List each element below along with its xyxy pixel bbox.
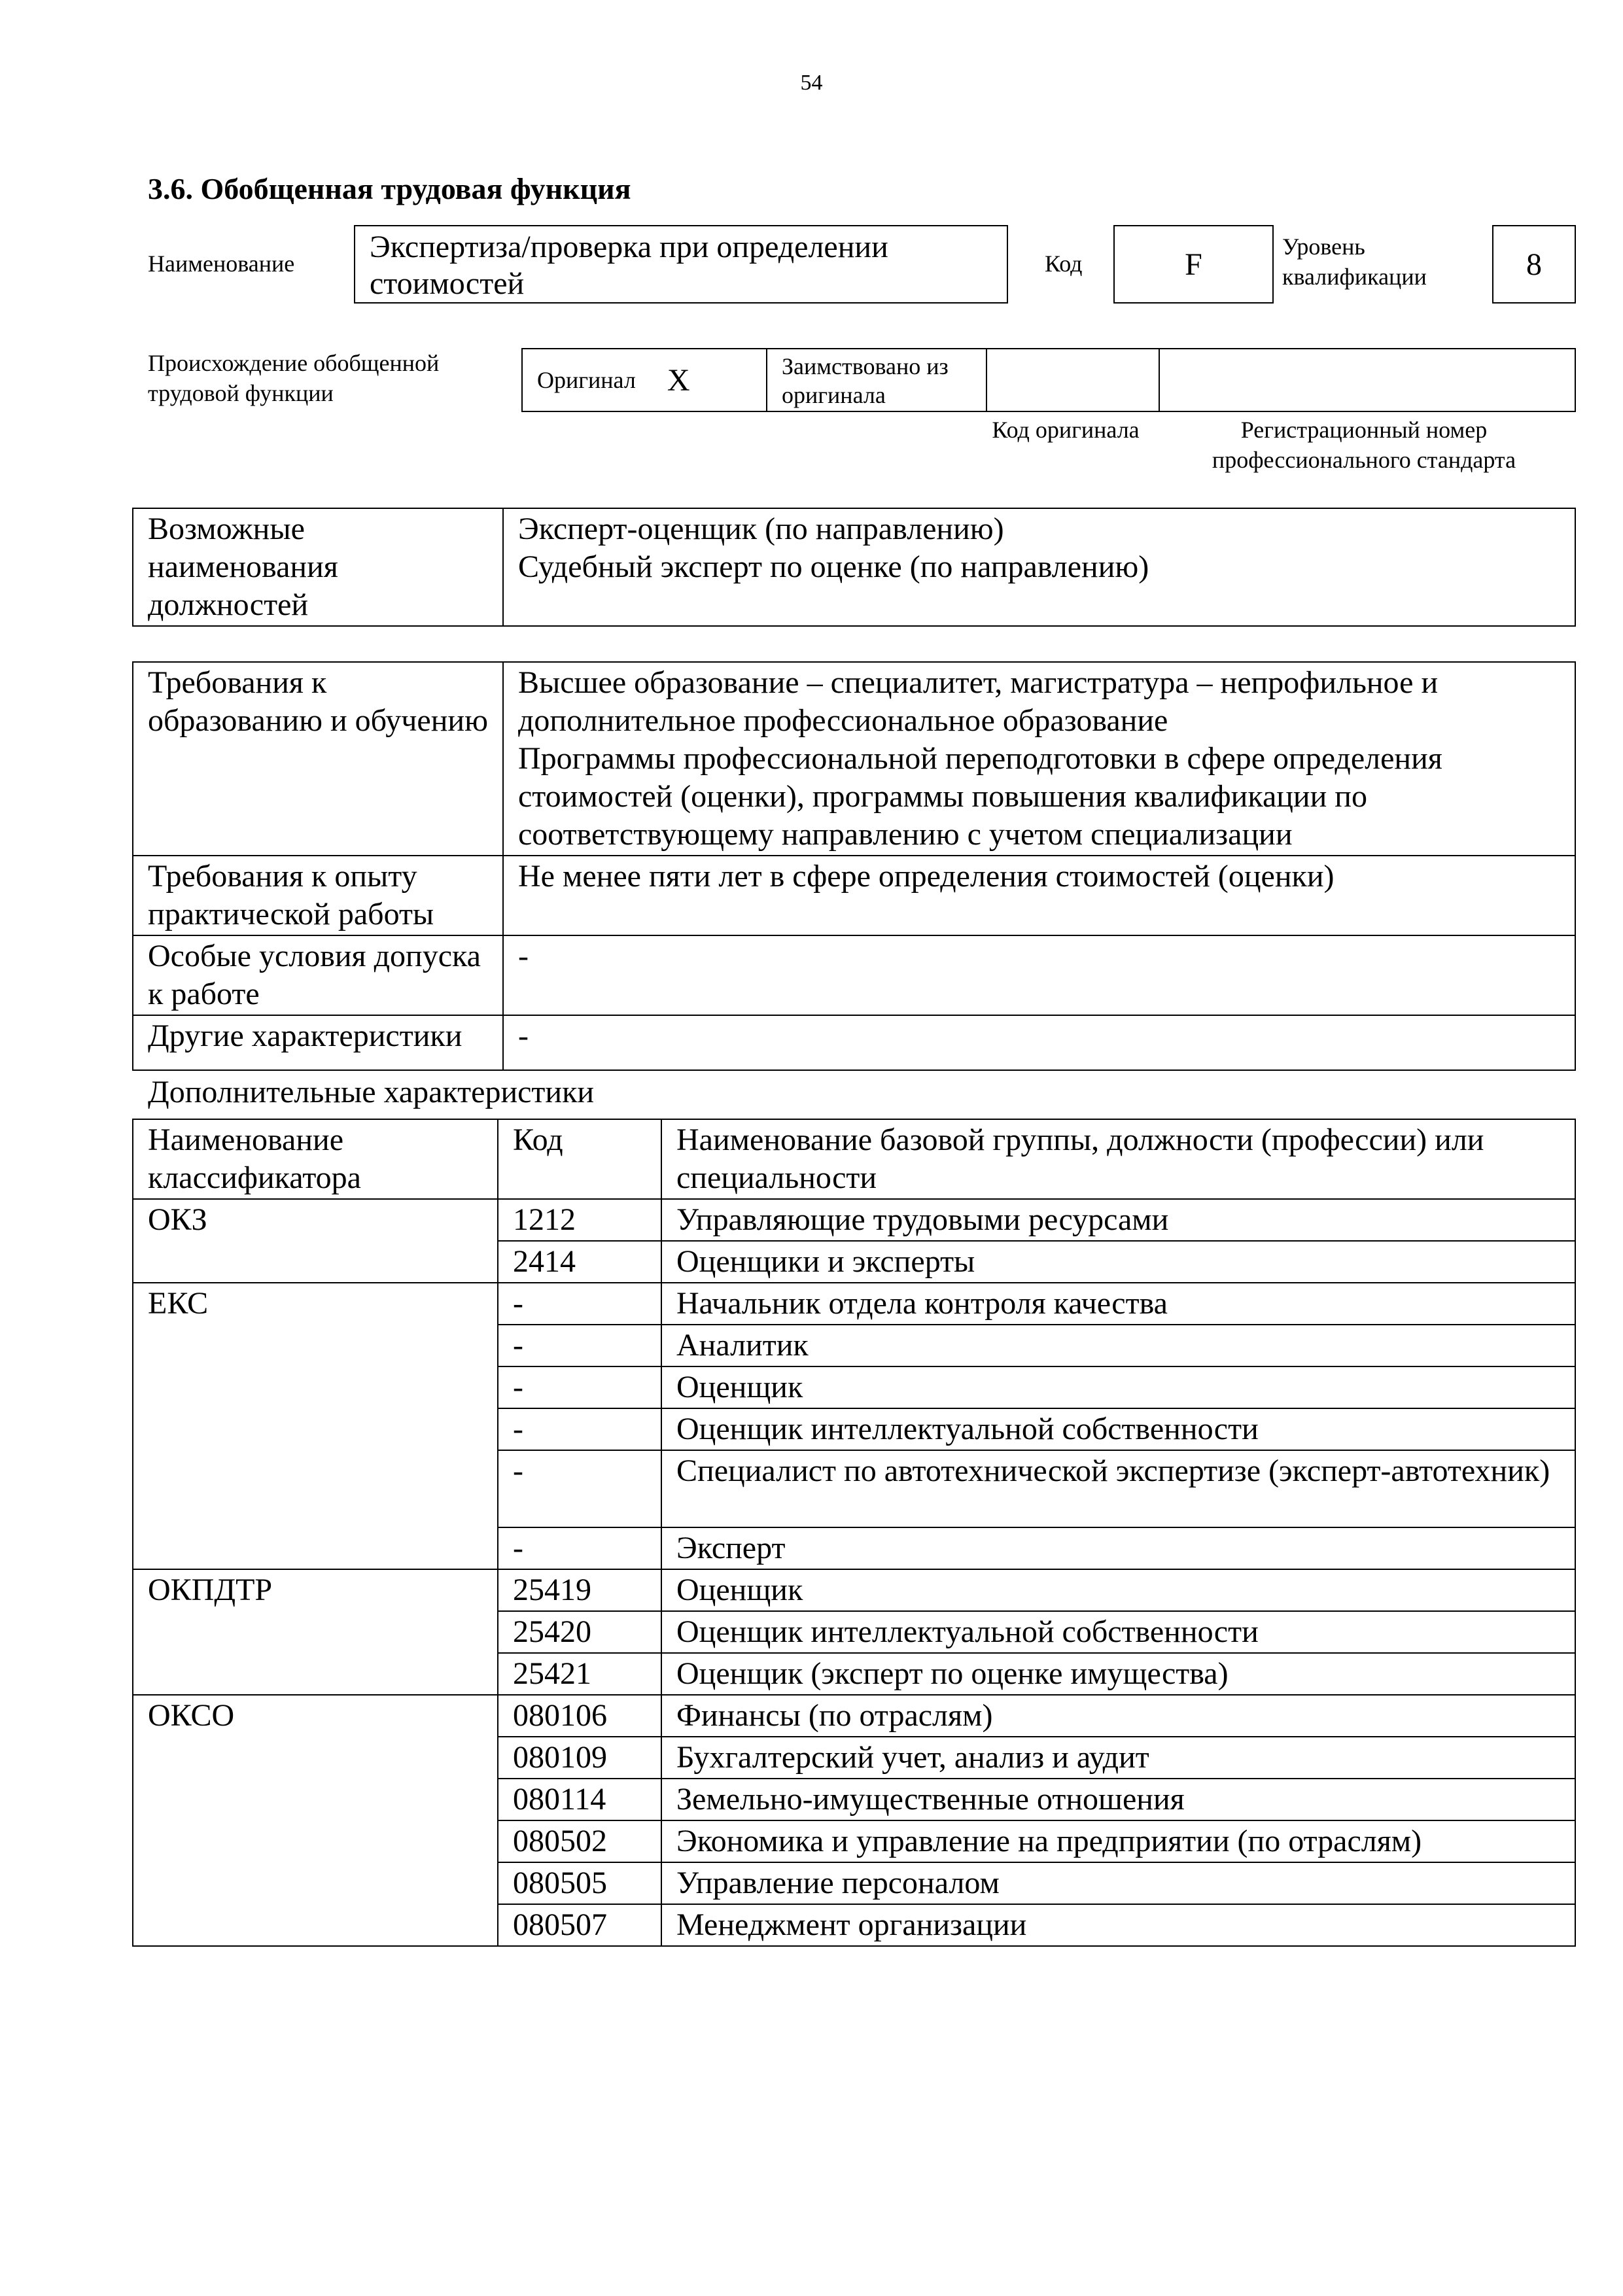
header-code: Код [498,1119,661,1199]
req-value: Не менее пяти лет в сфере определения стоимостей (оценки) [503,856,1575,935]
classifier-cell: ОКПДТР [133,1569,498,1695]
code-value-box [1113,225,1274,304]
req-value: - [503,935,1575,1015]
code-value: F [1185,247,1202,282]
level-value: 8 [1526,247,1542,282]
name-cell: Оценщик (эксперт по оценке имущества) [661,1653,1575,1695]
code-original-label: Код оригинала [992,417,1140,443]
position-item: Судебный эксперт по оценке (по направлению) [518,549,1149,584]
level-value-box [1492,225,1576,304]
origin-label: Происхождение обобщенной трудовой функции [148,350,440,406]
name-cell: Экономика и управление на предприятии (по отраслям) [661,1820,1575,1862]
name-value: Экспертиза/проверка при определении стоимостей [370,230,888,301]
name-cell: Оценщик интеллектуальной собственности [661,1408,1575,1450]
borrowed-label: Заимствовано из оригинала [782,353,949,408]
code-cell: 25421 [498,1653,661,1695]
code-cell: 1212 [498,1199,661,1241]
name-cell: Оценщик интеллектуальной собственности [661,1611,1575,1653]
positions-values [503,508,1575,626]
name-cell: Управляющие трудовыми ресурсами [661,1199,1575,1241]
code-original-cell [987,349,1160,411]
requirements-table [132,661,1576,1071]
code-cell: 25420 [498,1611,661,1653]
section-title: 3.6. Обобщенная трудовая функция [148,172,631,205]
code-cell: - [498,1283,661,1325]
origin-row [521,348,1576,412]
name-cell: Оценщик [661,1366,1575,1408]
name-cell: Аналитик [661,1325,1575,1366]
reg-number-label: Регистрационный номер профессионального стандарта [1212,417,1516,473]
position-item: Эксперт-оценщик (по направлению) [518,512,1004,546]
code-cell: 2414 [498,1241,661,1283]
positions-label: Возможные наименования должностей [133,508,503,626]
code-cell: 080106 [498,1695,661,1737]
page-number: 54 [800,71,823,95]
name-cell: Специалист по автотехнической экспертизе (эксперт-автотехник) [661,1450,1575,1527]
req-label: Особые условия допуска к работе [133,935,503,1015]
name-value-box [354,225,1008,304]
borrowed-cell [767,349,987,411]
code-label: Код [1045,251,1083,277]
classifier-cell: ОКСО [133,1695,498,1946]
name-cell: Оценщик [661,1569,1575,1611]
code-cell: 080507 [498,1904,661,1946]
original-label: Оригинал [537,367,636,393]
classifiers-table [132,1119,1576,1947]
additional-title: Дополнительные характеристики [148,1075,595,1109]
req-value: Высшее образование – специалитет, магистратура – непрофильное и дополнительное профессиональное образование Программы профессиональной переподготовки в сфере определения стоимостей (оценки), программы повышения квалификации по соответствующему направлению с учетом специализации [503,662,1575,856]
classifier-cell: ОКЗ [133,1199,498,1283]
code-cell: 080505 [498,1862,661,1904]
name-cell: Эксперт [661,1527,1575,1569]
name-cell: Менеджмент организации [661,1904,1575,1946]
req-label: Требования к образованию и обучению [133,662,503,856]
code-cell: 25419 [498,1569,661,1611]
name-cell: Финансы (по отраслям) [661,1695,1575,1737]
code-cell: 080502 [498,1820,661,1862]
reg-number-cell [1160,349,1575,411]
req-value: - [503,1015,1575,1070]
name-cell: Оценщики и эксперты [661,1241,1575,1283]
positions-table [132,508,1576,627]
header-classifier: Наименование классификатора [133,1119,498,1199]
name-label: Наименование [148,251,295,277]
code-cell: - [498,1325,661,1366]
code-cell: 080114 [498,1779,661,1820]
code-cell: - [498,1450,661,1527]
name-cell: Земельно-имущественные отношения [661,1779,1575,1820]
req-label: Другие характеристики [133,1015,503,1070]
req-label: Требования к опыту практической работы [133,856,503,935]
code-cell: 080109 [498,1737,661,1779]
code-cell: - [498,1366,661,1408]
name-cell: Управление персоналом [661,1862,1575,1904]
original-cell [523,349,767,411]
code-cell: - [498,1527,661,1569]
code-cell: - [498,1408,661,1450]
name-cell: Начальник отдела контроля качества [661,1283,1575,1325]
header-name: Наименование базовой группы, должности (профессии) или специальности [661,1119,1575,1199]
name-cell: Бухгалтерский учет, анализ и аудит [661,1737,1575,1779]
level-label: Уровень квалификации [1282,234,1427,290]
classifier-cell: ЕКС [133,1283,498,1569]
original-mark: X [667,362,690,398]
